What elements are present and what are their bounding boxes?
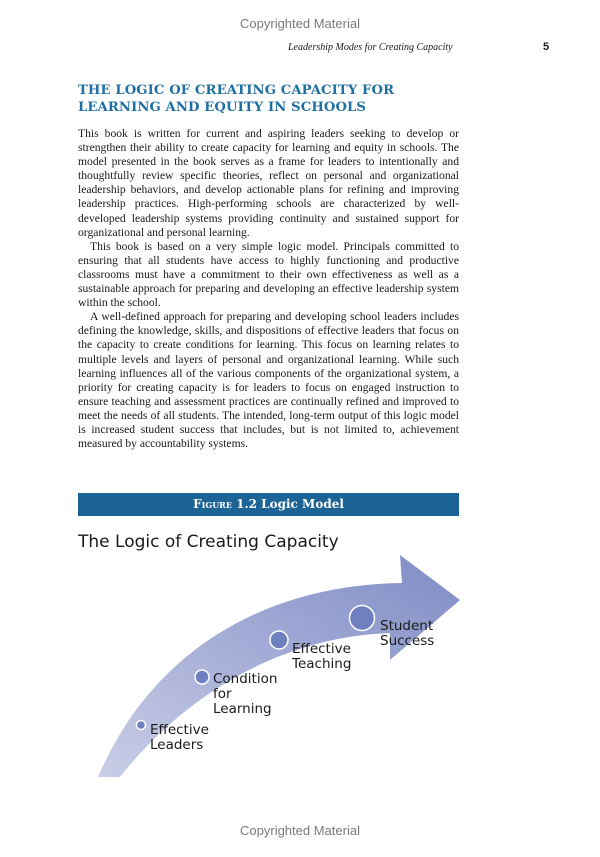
section-heading-line-1: THE LOGIC OF CREATING CAPACITY FOR bbox=[78, 83, 395, 98]
step-label-4 bbox=[380, 618, 434, 649]
paragraph-3: A well-defined approach for preparing and developing school leaders includes defining the knowledge, skills, and dispositions of effective leaders that focus on the capacity to create conditions for learning. This focus on learning relates to multiple levels and layers of personal and organizational learning. While such learning influences all of the various components of the organizational system, a priority for creating capacity is for leaders to focus on engaged instruction to ensure teaching and assessment practices are continually refined and improved to meet the needs of all students. The intended, long-term output of this logic model is increased student success that includes, but is not limited to, achievement measured by accountability systems. bbox=[78, 310, 459, 451]
step-label-3-line-1: Effective bbox=[292, 641, 351, 657]
section-heading-line-2: LEARNING AND EQUITY IN SCHOOLS bbox=[78, 100, 367, 115]
copyright-watermark-bottom: Copyrighted Material bbox=[240, 823, 360, 838]
step-label-2 bbox=[213, 671, 277, 717]
step-node-4 bbox=[350, 606, 375, 631]
step-node-2 bbox=[195, 670, 209, 684]
paragraph-1: This book is written for current and aspiring leaders seeking to develop or strengthen their ability to create capacity for learning and equity in schools. The model presented in the book serves as a frame for leaders to intentionally and thoughtfully review specific theories, reflect on personal and organizational leadership behaviors, and develop actionable plans for refining and improving leadership practices. High-performing schools are characterized by well-developed leadership systems providing continuity and sustained support for organizational and personal learning. bbox=[78, 127, 459, 239]
step-label-3 bbox=[291, 641, 351, 672]
step-label-1 bbox=[150, 722, 209, 753]
section-heading bbox=[78, 82, 468, 116]
paragraph-2: This book is based on a very simple logic model. Principals committed to ensuring that all students have access to highly functioning and productive classrooms must have a commitment to their own effectiveness as well as a sustainable approach for preparing and developing an effective leadership system within the school. bbox=[78, 239, 459, 310]
body-text bbox=[78, 127, 459, 451]
step-node-3 bbox=[270, 631, 288, 649]
figure-label: Figure 1.2 bbox=[193, 497, 257, 511]
page-number: 5 bbox=[543, 41, 550, 53]
step-label-2-line-3: Learning bbox=[213, 701, 272, 717]
logic-model-diagram bbox=[90, 545, 470, 785]
step-label-1-line-2: Leaders bbox=[150, 737, 204, 753]
step-label-2-line-1: Condition bbox=[213, 671, 278, 687]
step-label-3-line-2: Teaching bbox=[292, 656, 352, 672]
figure-title: The Logic of Creating Capacity bbox=[78, 532, 339, 552]
step-label-2-line-2: for bbox=[213, 686, 232, 702]
figure-caption: Logic Model bbox=[261, 497, 344, 511]
step-label-4-line-2: Success bbox=[380, 633, 435, 649]
step-node-1 bbox=[137, 721, 146, 730]
copyright-watermark-top: Copyrighted Material bbox=[240, 16, 360, 31]
figure-caption-banner bbox=[78, 493, 459, 516]
step-label-4-line-1: Student bbox=[380, 618, 434, 634]
running-head: Leadership Modes for Creating Capacity bbox=[288, 42, 453, 53]
step-label-1-line-1: Effective bbox=[150, 722, 209, 738]
